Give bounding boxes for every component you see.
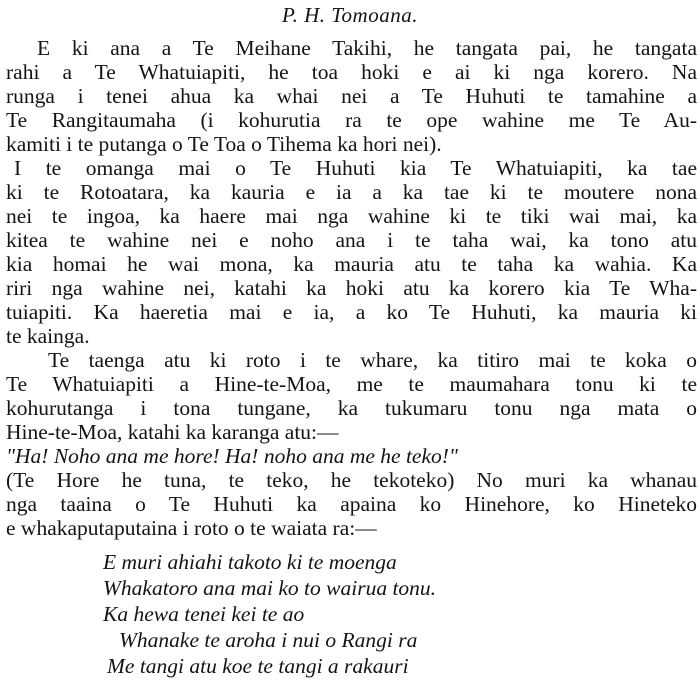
quoted-exclamation: "Ha! Noho ana me hore! Ha! noho ana me he teko!" [6, 444, 458, 468]
paragraph-line: (Te Hore he tuna, te teko, he tekoteko) No muri ka whanau [6, 468, 697, 492]
paragraph-line: I te omanga mai o Te Huhuti kia Te Whatuiapiti, ka tae [14, 156, 697, 180]
poem-line: E muri ahiahi takoto ki te moenga [103, 550, 397, 574]
paragraph-line: kitea te wahine nei e noho ana i te taha wai, ka tono atu [6, 228, 697, 252]
paragraph-line: Te taenga atu ki roto i te whare, ka titiro mai te koka o [48, 348, 697, 372]
poem-line: Ka hewa tenei kei te ao [103, 602, 305, 626]
paragraph-line: Te Whatuiapiti a Hine-te-Moa, me te maumahara tonu ki te [6, 372, 697, 396]
paragraph-line: tuiapiti. Ka haeretia mai e ia, a ko Te Huhuti, ka mauria ki [6, 300, 697, 324]
poem-line: Whanake te aroha i nui o Rangi ra [119, 628, 418, 652]
paragraph-line: kohurutanga i tona tungane, ka tukumaru tonu nga mata o [6, 396, 697, 420]
paragraph-line: e whakaputaputaina i roto o te waiata ra:— [6, 516, 377, 540]
author-heading: P. H. Tomoana. [282, 3, 418, 27]
paragraph-line: runga i tenei ahua ka whai nei a Te Huhuti te tamahine a [6, 84, 697, 108]
poem-line: Whakatoro ana mai ko to wairua tonu. [103, 576, 437, 600]
paragraph-line: nga taaina o Te Huhuti ka apaina ko Hinehore, ko Hineteko [6, 492, 697, 516]
paragraph-line: kia homai he wai mona, ka mauria atu te taha ka wahia. Ka [6, 252, 697, 276]
paragraph-line: ki te Rotoatara, ka kauria e ia a ka tae ki te moutere nona [6, 180, 697, 204]
paragraph-line: Hine-te-Moa, katahi ka karanga atu:— [6, 420, 339, 444]
paragraph-line: rahi a Te Whatuiapiti, he toa hoki e ai ki nga korero. Na [6, 60, 697, 84]
paragraph-line: kamiti i te putanga o Te Toa o Tihema ka hori nei). [6, 132, 442, 156]
paragraph-line: te kainga. [6, 324, 90, 348]
paragraph-line: E ki ana a Te Meihane Takihi, he tangata pai, he tangata [37, 36, 697, 60]
paragraph-line: riri nga wahine nei, katahi ka hoki atu ka korero kia Te Wha- [6, 276, 697, 300]
paragraph-line: Te Rangitaumaha (i kohurutia ra te ope wahine me Te Au- [6, 108, 697, 132]
poem-line: Me tangi atu koe te tangi a rakauri [107, 654, 409, 678]
paragraph-line: nei te ingoa, ka haere mai nga wahine ki te tiki wai mai, ka [6, 204, 697, 228]
